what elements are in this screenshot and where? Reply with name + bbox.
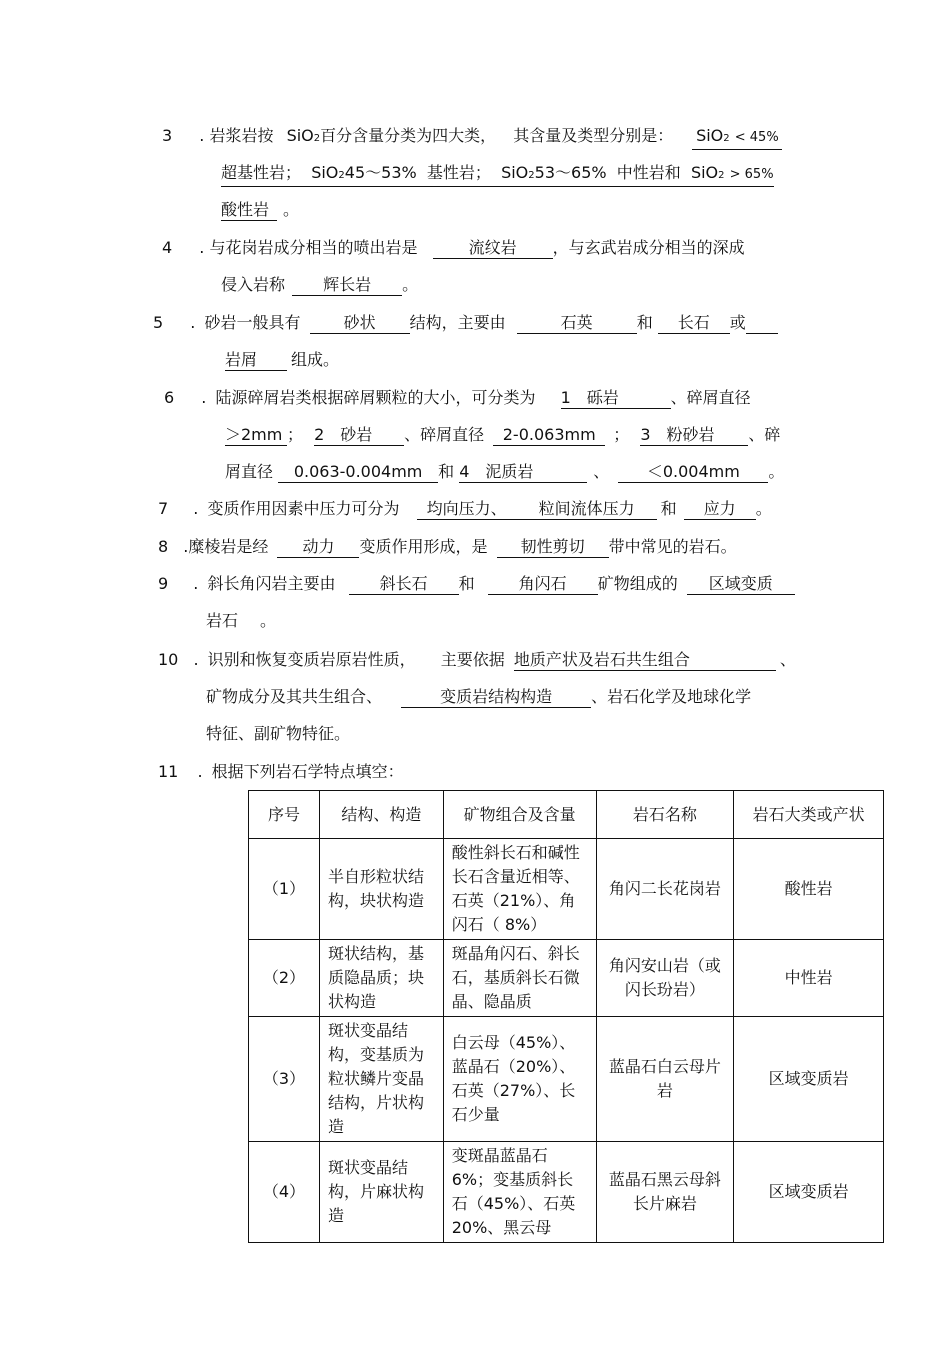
q5-text2: 结构，主要由 xyxy=(409,313,506,332)
q9-answer3: 区域变质 xyxy=(687,574,795,595)
header-rock-name: 岩石名称 xyxy=(596,791,734,839)
q5-dot: . xyxy=(190,313,196,332)
q11-text: 根据下列岩石学特点填空： xyxy=(211,762,404,781)
q11-line xyxy=(158,761,404,783)
cell-rock-name: 蓝晶石白云母片岩 xyxy=(596,1017,734,1142)
q7-dot: . xyxy=(193,499,199,518)
q10-text4: 矿物成分及其共生组合、 xyxy=(206,687,383,706)
q6-answer7: 4 泥质岩 xyxy=(459,462,587,483)
q6-answer4: 2-0.063mm xyxy=(493,425,605,446)
cell-rock-name: 角闪安山岩（或闪长玢岩） xyxy=(596,940,734,1017)
q3-answer3: 酸性岩 xyxy=(221,200,277,221)
q4-dot: . xyxy=(199,238,205,257)
q10-text3: 、 xyxy=(779,650,796,669)
q9-text2: 和 xyxy=(458,574,475,593)
q6-text8: 和 xyxy=(438,462,455,481)
q10-dot: . xyxy=(193,650,199,669)
q5-line2 xyxy=(225,349,339,371)
cell-structure: 斑状变晶结构，变基质为粒状鳞片变晶结构，片状构造 xyxy=(319,1017,443,1142)
q7-text2: 和 xyxy=(660,499,677,518)
q3-text3: 其含量及类型分别是： xyxy=(513,126,674,145)
q9-number: 9 xyxy=(158,574,169,593)
q3-text: 岩浆岩按 xyxy=(209,126,274,145)
q7-number: 7 xyxy=(158,499,169,518)
q6-text: 陆源碎屑岩类根据碎屑颗粒的大小，可分类为 xyxy=(215,388,536,407)
q3-end: 。 xyxy=(283,200,300,219)
q8-dot: . xyxy=(183,537,189,556)
cell-minerals: 酸性斜长石和碱性长石含量近相等、石英（21%）、角闪石（ 8%） xyxy=(443,839,596,940)
cell-minerals: 白云母（45%）、蓝晶石（20%）、石英（27%）、长石少量 xyxy=(443,1017,596,1142)
q5-text5: 组成。 xyxy=(291,350,340,369)
q7-answer2: 粒间流体压力 xyxy=(517,499,657,520)
q6-text5: ； xyxy=(613,425,630,444)
q8-text2: 变质作用形成，是 xyxy=(359,537,488,556)
q10-line3 xyxy=(206,723,350,745)
q3-dot: . xyxy=(199,126,205,145)
table-row xyxy=(249,1142,884,1243)
q6-answer1: 1 砾岩 xyxy=(561,388,671,409)
table-row xyxy=(249,839,884,940)
cell-category: 中性岩 xyxy=(734,940,884,1017)
q3-answer2: 超基性岩； SiO245～53% 基性岩； SiO253～65% 中性岩和 SiO2 > 65% xyxy=(221,163,774,187)
q5-answer3: 长石 xyxy=(658,313,730,334)
q6-dot: . xyxy=(201,388,207,407)
q7-text: 变质作用因素中压力可分为 xyxy=(207,499,400,518)
q6-end: 。 xyxy=(768,462,785,481)
q9-answer2: 角闪石 xyxy=(488,574,598,595)
q7-answer1: 均向压力、 xyxy=(417,499,517,520)
q10-text2: 主要依据 xyxy=(440,650,505,669)
q10-answer2: 变质岩结构构造 xyxy=(401,687,591,708)
q5-line1 xyxy=(153,312,778,334)
q4-number: 4 xyxy=(162,238,173,257)
q3-line3 xyxy=(221,199,299,221)
q5-text3: 和 xyxy=(636,313,653,332)
q6-text9: 、 xyxy=(593,462,610,481)
header-structure: 结构、构造 xyxy=(319,791,443,839)
q8-answer2: 韧性剪切 xyxy=(497,537,609,558)
q5-answer1: 砂状 xyxy=(310,313,410,334)
cell-minerals: 变斑晶蓝晶石6%；变基质斜长石（45%）、石英 20%、黑云母 xyxy=(443,1142,596,1243)
q10-number: 10 xyxy=(158,650,179,669)
header-no: 序号 xyxy=(249,791,320,839)
q4-answer1: 流纹岩 xyxy=(433,238,553,259)
q5-text4: 或 xyxy=(729,313,746,332)
q9-answer1: 斜长石 xyxy=(349,574,459,595)
q5-answer2: 石英 xyxy=(517,313,637,334)
q6-text2: 、碎屑直径 xyxy=(670,388,751,407)
header-category: 岩石大类或产状 xyxy=(734,791,884,839)
q9-text4: 岩石 xyxy=(206,611,239,630)
cell-no: （3） xyxy=(249,1017,320,1142)
cell-category: 酸性岩 xyxy=(734,839,884,940)
cell-structure: 斑状结构，基质隐晶质；块状构造 xyxy=(319,940,443,1017)
cell-no: （4） xyxy=(249,1142,320,1243)
q10-text5: 、岩石化学及地球化学 xyxy=(591,687,752,706)
q9-line2 xyxy=(206,610,276,632)
table-row xyxy=(249,1017,884,1142)
cell-no: （2） xyxy=(249,940,320,1017)
q4-text2: ，与玄武岩成分相当的深成 xyxy=(552,238,745,257)
cell-structure: 半自形粒状结构，块状构造 xyxy=(319,839,443,940)
cell-no: （1） xyxy=(249,839,320,940)
q4-line2 xyxy=(221,274,418,296)
q5-answer4: 岩屑 xyxy=(225,350,287,371)
q3-sio2: SiO xyxy=(286,126,314,145)
q9-text3: 矿物组成的 xyxy=(597,574,678,593)
q4-line1 xyxy=(162,237,745,259)
q10-line2 xyxy=(206,686,751,708)
q7-end: 。 xyxy=(755,499,772,518)
header-minerals: 矿物组合及含量 xyxy=(443,791,596,839)
cell-rock-name: 蓝晶石黑云母斜长片麻岩 xyxy=(596,1142,734,1243)
q9-end: 。 xyxy=(260,611,277,630)
q6-line2 xyxy=(225,424,780,446)
q11-number: 11 xyxy=(158,762,179,781)
q8-text: 糜棱岩是经 xyxy=(188,537,269,556)
q7-answer3: 应力 xyxy=(684,499,756,520)
q6-answer8: ＜0.004mm xyxy=(618,462,768,483)
q6-text3: ； xyxy=(287,425,304,444)
q3-number: 3 xyxy=(162,126,173,145)
q6-number: 6 xyxy=(164,388,175,407)
cell-category: 区域变质岩 xyxy=(734,1142,884,1243)
q6-answer2: ＞2mm xyxy=(225,425,287,446)
q4-text3: 侵入岩称 xyxy=(221,275,286,294)
cell-category: 区域变质岩 xyxy=(734,1017,884,1142)
q10-text: 识别和恢复变质岩原岩性质， xyxy=(207,650,416,669)
q6-text7: 屑直径 xyxy=(225,462,274,481)
q6-line1 xyxy=(164,387,751,409)
q4-text: 与花岗岩成分相当的喷出岩是 xyxy=(209,238,418,257)
q9-text: 斜长角闪岩主要由 xyxy=(207,574,336,593)
q6-text6: 、碎 xyxy=(748,425,781,444)
q3-line2 xyxy=(221,162,774,187)
q5-answer4-start xyxy=(746,313,778,334)
q6-answer5: 3 粉砂岩 xyxy=(640,425,748,446)
q5-text: 砂岩一般具有 xyxy=(204,313,301,332)
q8-number: 8 xyxy=(158,537,169,556)
q8-line xyxy=(158,536,737,558)
q5-number: 5 xyxy=(153,313,164,332)
q3-subscript: 2 xyxy=(313,133,321,144)
cell-minerals: 斑晶角闪石、斜长石，基质斜长石微晶、隐晶质 xyxy=(443,940,596,1017)
table-header-row xyxy=(249,791,884,839)
rock-table xyxy=(248,790,884,1243)
q10-line1 xyxy=(158,649,796,671)
q3-text2: 百分含量分类为四大类， xyxy=(320,126,497,145)
q6-line3 xyxy=(225,461,784,483)
q6-text4: 、碎屑直径 xyxy=(404,425,485,444)
q3-answer1: SiO2 < 45% xyxy=(692,126,782,150)
q4-answer2: 辉长岩 xyxy=(292,275,402,296)
q10-answer1: 地质产状及岩石共生组合 xyxy=(514,650,776,671)
q6-answer6: 0.063-0.004mm xyxy=(278,462,438,483)
q10-text6: 特征、副矿物特征。 xyxy=(206,724,351,743)
q8-answer1: 动力 xyxy=(277,537,359,558)
q4-end: 。 xyxy=(402,275,419,294)
q7-line xyxy=(158,498,772,520)
q11-dot: . xyxy=(197,762,203,781)
cell-structure: 斑状变晶结构，片麻状构造 xyxy=(319,1142,443,1243)
q3-line1 xyxy=(162,125,782,150)
q9-line1 xyxy=(158,573,795,595)
cell-rock-name: 角闪二长花岗岩 xyxy=(596,839,734,940)
q9-dot: . xyxy=(193,574,199,593)
table-row xyxy=(249,940,884,1017)
q8-text3: 带中常见的岩石。 xyxy=(608,537,737,556)
q6-answer3: 2 砂岩 xyxy=(314,425,404,446)
